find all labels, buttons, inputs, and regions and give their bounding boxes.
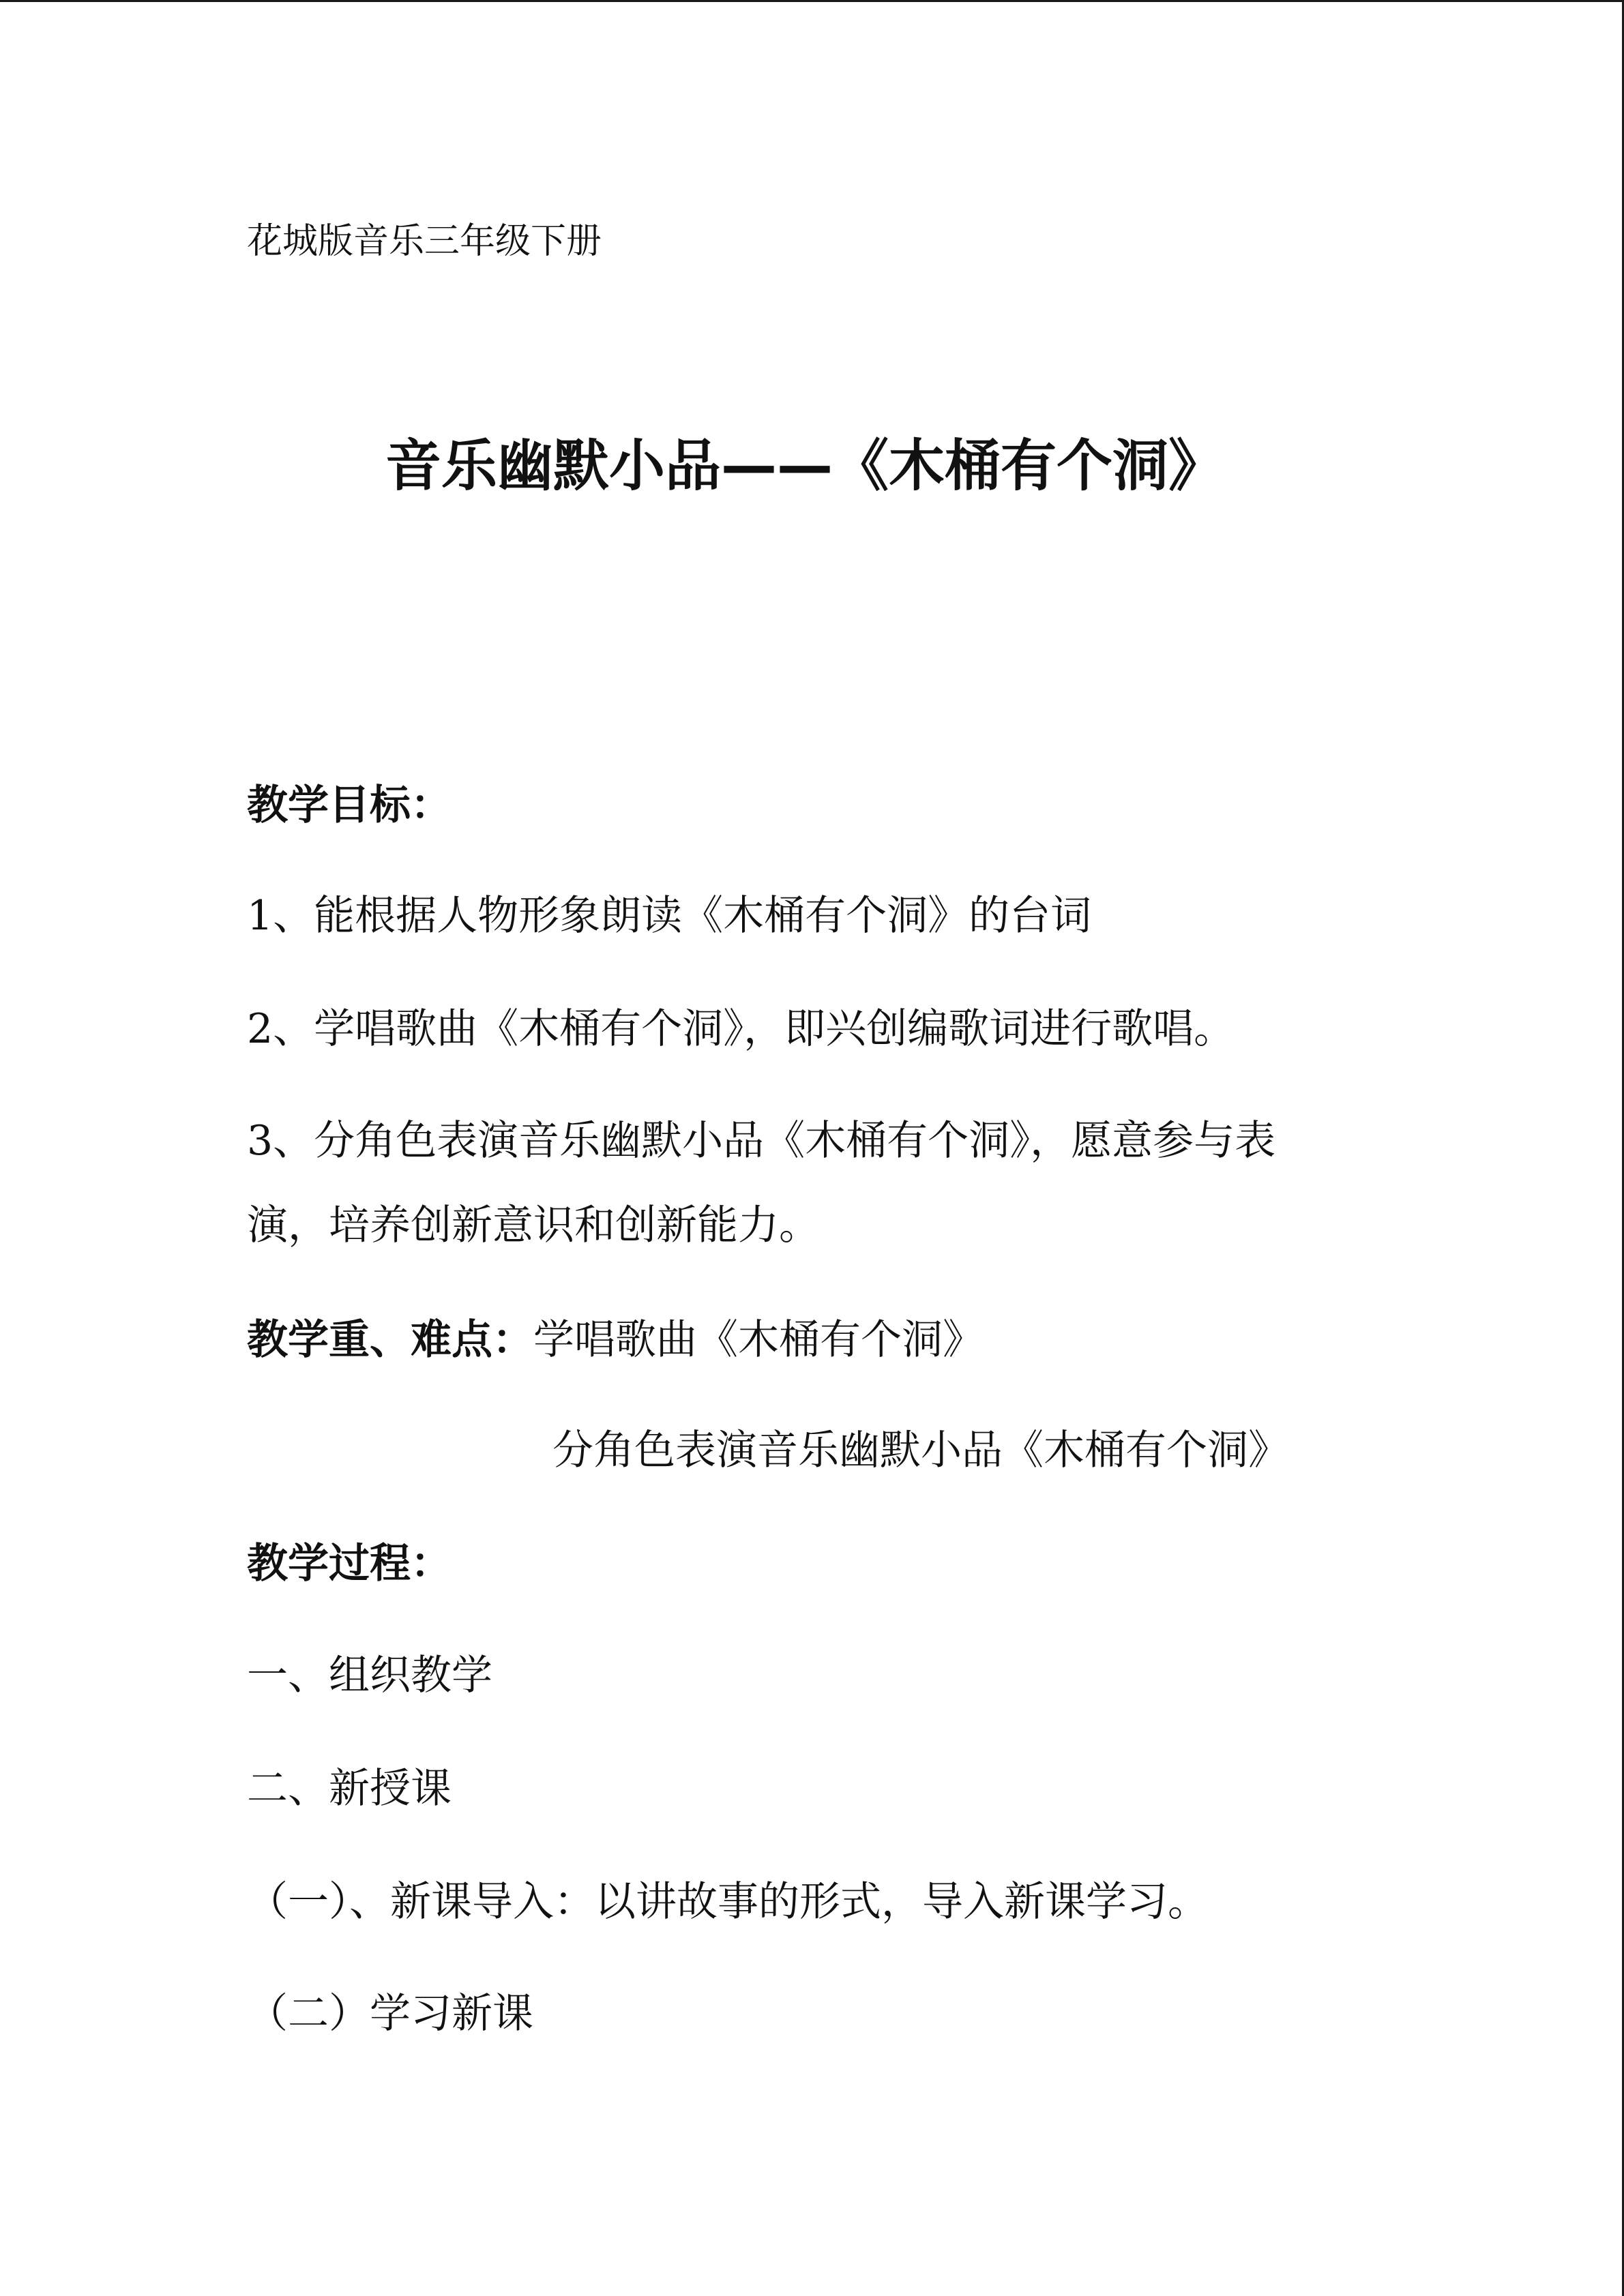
process-heading: 教学过程： bbox=[247, 1540, 452, 1587]
key-point-2: 分角色表演音乐幽默小品《木桶有个洞》 bbox=[552, 1427, 1289, 1474]
key-points-line bbox=[247, 1316, 984, 1364]
objectives-heading: 教学目标： bbox=[247, 781, 452, 829]
process-step-1: 一、组织教学 bbox=[247, 1652, 492, 1699]
process-substep-1: （一）、新课导入：以讲故事的形式，导入新课学习。 bbox=[247, 1878, 1209, 1926]
process-substep-2: （二）学习新课 bbox=[247, 1990, 533, 2038]
key-point-1: 学唱歌曲《木桶有个洞》 bbox=[533, 1316, 984, 1364]
objective-item-1: 1、能根据人物形象朗读《木桶有个洞》的台词 bbox=[247, 892, 1092, 940]
document-title: 音乐幽默小品——《木桶有个洞》 bbox=[385, 434, 1224, 498]
document-subtitle: 花城版音乐三年级下册 bbox=[247, 221, 602, 262]
objective-item-2: 2、学唱歌曲《木桶有个洞》，即兴创编歌词进行歌唱。 bbox=[247, 1005, 1235, 1053]
objective-item-3-continued: 演，培养创新意识和创新能力。 bbox=[247, 1202, 820, 1249]
objective-item-3: 3、分角色表演音乐幽默小品《木桶有个洞》，愿意参与表 bbox=[247, 1117, 1276, 1165]
key-points-heading: 教学重、难点： bbox=[247, 1316, 533, 1364]
process-step-2: 二、新授课 bbox=[247, 1765, 452, 1813]
